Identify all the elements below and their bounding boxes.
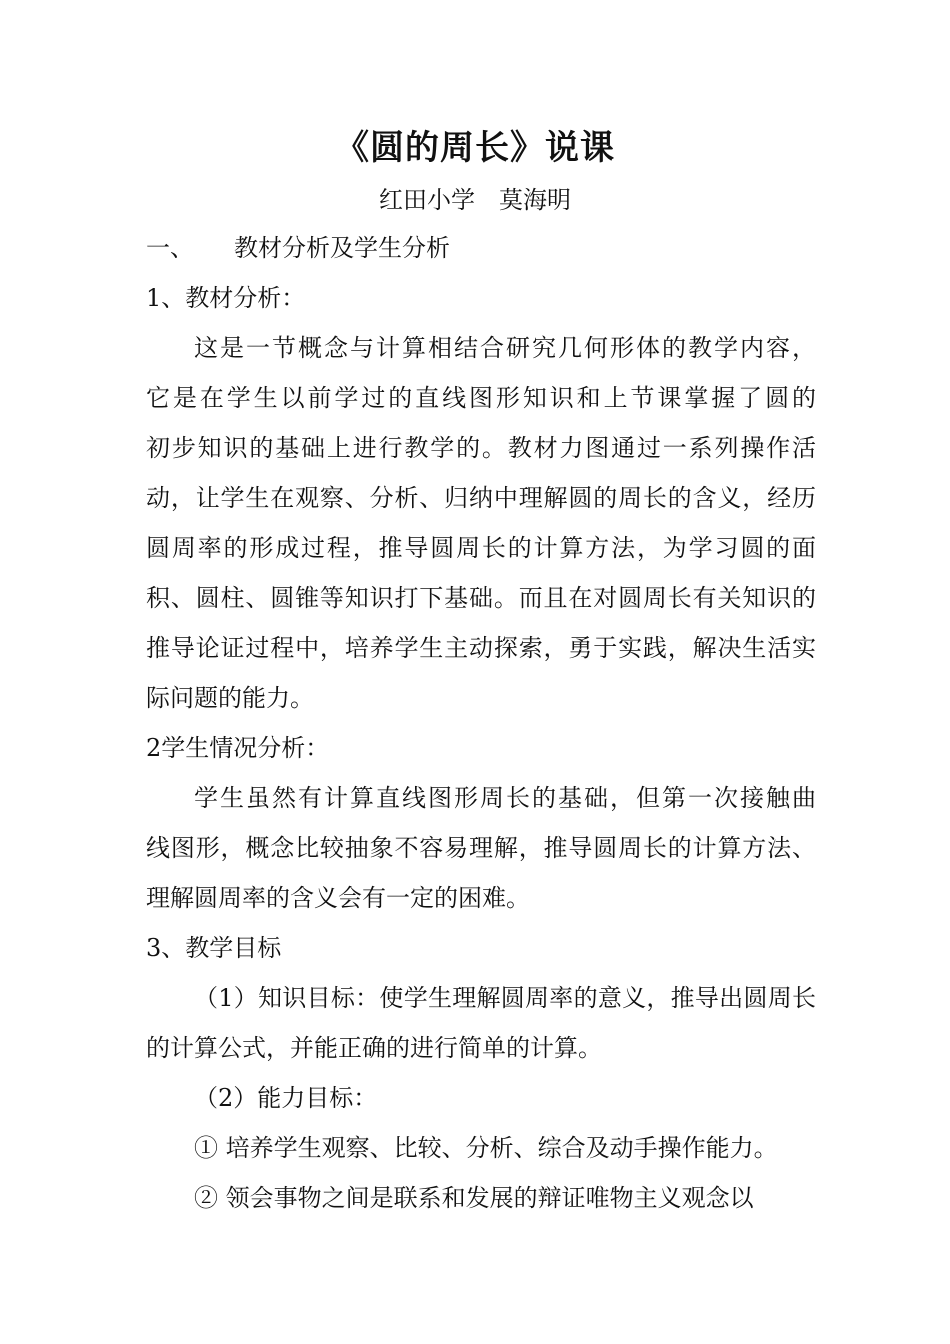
goal-ability-heading: （2）能力目标： (194, 1084, 378, 1112)
subheading-textbook-analysis: 1、教材分析： (146, 284, 306, 312)
subheading-teaching-goals: 3、教学目标 (146, 934, 282, 962)
section-heading-1 (146, 228, 816, 268)
paragraph-line: 的计算公式，并能正确的进行简单的计算。 (146, 1034, 602, 1062)
paragraph-line: （1）知识目标：使学生理解圆周率的意义，推导出圆周长 (194, 984, 816, 1012)
goal-item-1: ① 培养学生观察、比较、分析、综合及动手操作能力。 (194, 1134, 778, 1162)
goal-item-2: ② 领会事物之间是联系和发展的辩证唯物主义观念以 (194, 1184, 754, 1212)
paragraph-line: 动，让学生在观察、分析、归纳中理解圆的周长的含义，经历 (146, 484, 816, 512)
paragraph-line: 理解圆周率的含义会有一定的困难。 (146, 884, 530, 912)
section-title: 教材分析及学生分析 (234, 234, 450, 262)
paragraph-line: 学生虽然有计算直线图形周长的基础，但第一次接触曲 (194, 784, 816, 812)
document-title: 《圆的周长》说课 (335, 128, 615, 168)
paragraph-line: 积、圆柱、圆锥等知识打下基础。而且在对圆周长有关知识的 (146, 584, 816, 612)
paragraph-line: 线图形，概念比较抽象不容易理解，推导圆周长的计算方法、 (146, 834, 816, 862)
subheading-student-analysis: 2学生情况分析： (146, 734, 330, 762)
section-number: 一、 (146, 234, 194, 262)
paragraph-line: 圆周率的形成过程，推导圆周长的计算方法，为学习圆的面 (146, 534, 816, 562)
paragraph-line: 它是在学生以前学过的直线图形知识和上节课掌握了圆的 (146, 384, 816, 412)
paragraph-line: 这是一节概念与计算相结合研究几何形体的教学内容， (194, 334, 816, 362)
paragraph-line: 推导论证过程中，培养学生主动探索，勇于实践，解决生活实 (146, 634, 816, 662)
author-line: 红田小学 莫海明 (379, 186, 571, 214)
paragraph-line: 际问题的能力。 (146, 684, 314, 712)
paragraph-line: 初步知识的基础上进行教学的。教材力图通过一系列操作活 (146, 434, 816, 462)
